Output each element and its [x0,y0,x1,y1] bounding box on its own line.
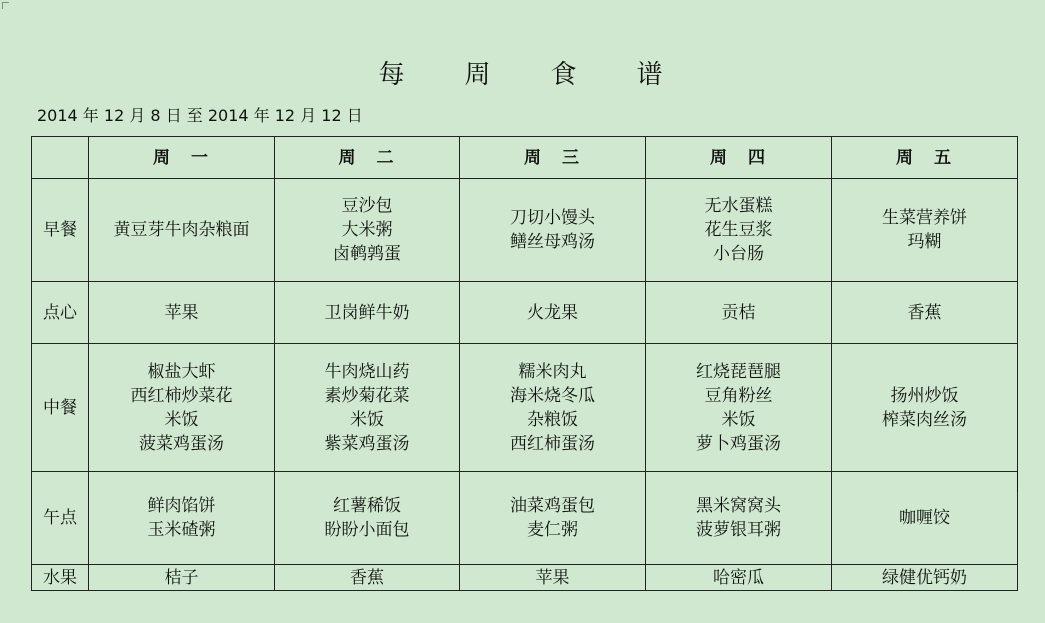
meal-label: 午点 [32,472,89,565]
dish-item: 豆沙包 [341,196,393,216]
dish-item: 哈密瓜 [713,567,764,588]
dish-item: 玛糊 [907,232,942,252]
dish-item: 花生豆浆 [704,220,773,240]
dish-item: 萝卜鸡蛋汤 [696,433,781,454]
dish-item: 豆角粉丝 [704,385,773,406]
menu-body [32,179,1018,591]
dish-item: 米饭 [164,409,199,430]
menu-cell [646,179,832,282]
dish-item: 糯米肉丸 [518,361,587,382]
meal-label: 点心 [32,282,89,344]
table-row [32,472,1018,565]
dish-item: 鲜肉馅饼 [147,496,216,516]
dish-item: 黑米窝窝头 [696,496,781,516]
dish-item: 卤鹌鹑蛋 [333,244,401,264]
meal-label: 早餐 [32,179,89,282]
menu-cell [460,282,646,344]
dish-item: 榨菜肉丝汤 [882,409,967,430]
text-cursor [1017,470,1018,492]
dish-item: 黄豆芽牛肉杂粮面 [113,220,250,240]
dish-item: 牛肉烧山药 [324,361,410,382]
dish-item: 火龙果 [527,302,578,323]
menu-cell [89,344,275,472]
dish-item: 绿健优钙奶 [882,567,967,588]
title-char: 周 [464,60,495,90]
dish-item: 无水蛋糕 [704,196,773,216]
dish-item: 大米粥 [341,220,393,240]
menu-cell [275,179,460,282]
header-row [32,137,1018,179]
dish-item: 苹果 [164,302,199,323]
weekly-menu-table [31,136,1018,591]
menu-cell [460,179,646,282]
menu-cell [275,565,460,591]
dish-item: 海米烧冬瓜 [510,385,595,406]
day-header: 周 四 [646,137,832,179]
menu-cell [832,344,1018,472]
dish-item: 桔子 [164,567,199,588]
dish-item: 紫菜鸡蛋汤 [324,433,410,454]
menu-cell [275,344,460,472]
table-row [32,344,1018,472]
dish-item: 扬州炒饭 [890,385,959,406]
menu-cell [89,179,275,282]
dish-item: 米饭 [350,409,384,430]
date-range: 2014 年 12 月 8 日 至 2014 年 12 月 12 日 [37,106,363,125]
day-header: 周 三 [460,137,646,179]
menu-cell [646,565,832,591]
menu-cell [832,179,1018,282]
page-corner-mark [2,2,9,9]
menu-cell [646,282,832,344]
menu-cell [460,344,646,472]
day-header: 周 五 [832,137,1018,179]
dish-item: 红烧琵琶腿 [696,361,781,382]
menu-cell [89,282,275,344]
table-row [32,565,1018,591]
dish-item: 生菜营养饼 [882,208,967,228]
menu-cell [89,565,275,591]
dish-item: 杂粮饭 [527,409,578,430]
meal-label: 中餐 [32,344,89,472]
day-header: 周 二 [275,137,460,179]
dish-item: 红薯稀饭 [333,496,401,516]
dish-item: 油菜鸡蛋包 [510,496,595,516]
menu-cell [832,472,1018,565]
dish-item: 香蕉 [350,567,384,588]
menu-cell [89,472,275,565]
menu-cell [646,344,832,472]
dish-item: 米饭 [721,409,756,430]
dish-item: 菠菜鸡蛋汤 [139,433,224,454]
day-header: 周 一 [89,137,275,179]
menu-cell [460,472,646,565]
menu-cell [832,282,1018,344]
dish-item: 刀切小馒头 [510,208,595,228]
menu-cell [832,565,1018,591]
meal-label: 水果 [32,565,89,591]
dish-item: 玉米碴粥 [147,520,216,540]
table-row [32,179,1018,282]
table-row [32,282,1018,344]
dish-item: 鳝丝母鸡汤 [510,232,595,252]
dish-item: 素炒菊花菜 [324,385,410,406]
menu-cell [275,282,460,344]
dish-item: 菠萝银耳粥 [696,520,781,540]
dish-item: 椒盐大虾 [147,361,216,382]
dish-item: 西红柿炒菜花 [130,385,233,406]
dish-item: 盼盼小面包 [324,520,410,540]
title-char: 每 [378,60,409,90]
menu-cell [460,565,646,591]
header-corner-cell [32,137,89,179]
menu-cell [275,472,460,565]
dish-item: 苹果 [535,567,570,588]
title-char: 谱 [636,60,667,90]
dish-item: 贡桔 [721,302,756,323]
dish-item: 麦仁粥 [527,520,578,540]
dish-item: 咖喱饺 [899,508,950,528]
title-char: 食 [550,60,581,90]
dish-item: 小台肠 [713,244,764,264]
dish-item: 卫岗鲜牛奶 [324,302,410,323]
dish-item: 香蕉 [907,302,942,323]
page-title [0,54,1045,91]
dish-item: 西红柿蛋汤 [510,433,595,454]
menu-cell [646,472,832,565]
